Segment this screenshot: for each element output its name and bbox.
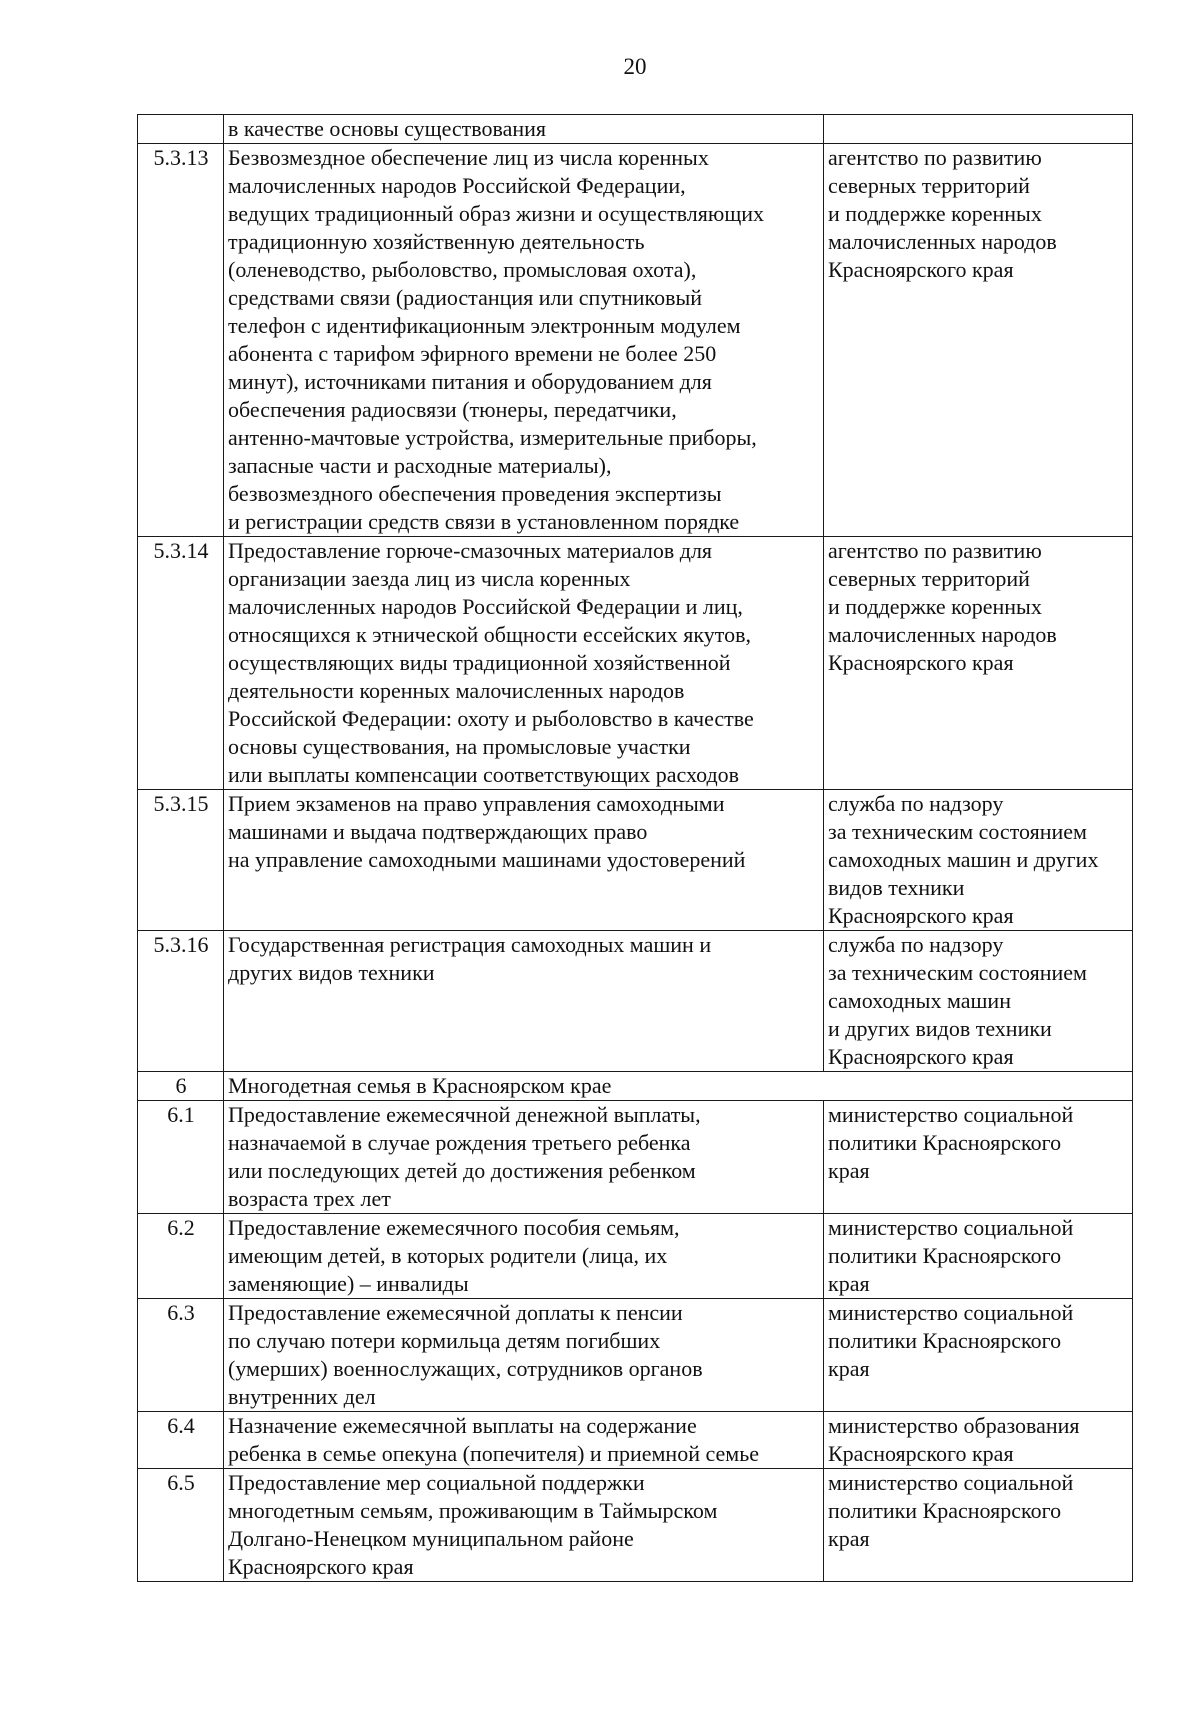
- row-number: 6.1: [138, 1101, 224, 1214]
- table-row: [138, 144, 1133, 537]
- responsible-agency: служба по надзору за техническим состоянием самоходных машин и других видов техники Красноярского края: [824, 790, 1133, 931]
- section-title: Многодетная семья в Красноярском крае: [224, 1072, 1133, 1101]
- table-row: [138, 115, 1133, 144]
- responsible-agency: министерство социальной политики Красноярского края: [824, 1214, 1133, 1299]
- service-description: Предоставление ежемесячного пособия семьям, имеющим детей, в которых родители (лица, их заменяющие) – инвалиды: [224, 1214, 824, 1299]
- service-description: в качестве основы существования: [224, 115, 824, 144]
- service-description: Государственная регистрация самоходных машин и других видов техники: [224, 931, 824, 1072]
- table-row: [138, 931, 1133, 1072]
- row-number: 6.5: [138, 1469, 224, 1582]
- row-number: [138, 115, 224, 144]
- service-description: Безвозмездное обеспечение лиц из числа коренных малочисленных народов Российской Федерации, ведущих традиционный образ жизни и осуществляющих традиционную хозяйственную деятельность (оленеводство, рыболовство, промысловая охота), средствами связи (радиостанция или спутниковый телефон с идентификационным электронным модулем абонента с тарифом эфирного времени не более 250 минут), источниками питания и оборудованием для обеспечения радиосвязи (тюнеры, передатчики, антенно-мачтовые устройства, измерительные приборы, запасные части и расходные материалы), безвозмездного обеспечения проведения экспертизы и регистрации средств связи в установленном порядке: [224, 144, 824, 537]
- page-number: 20: [623, 54, 647, 79]
- row-number: 5.3.14: [138, 537, 224, 790]
- table-row: [138, 790, 1133, 931]
- table-row: [138, 1214, 1133, 1299]
- row-number: 5.3.13: [138, 144, 224, 537]
- section-number: 6: [138, 1072, 224, 1101]
- responsible-agency: агентство по развитию северных территорий и поддержке коренных малочисленных народов Красноярского края: [824, 144, 1133, 537]
- table-row: [138, 1412, 1133, 1469]
- service-description: Назначение ежемесячной выплаты на содержание ребенка в семье опекуна (попечителя) и приемной семье: [224, 1412, 824, 1469]
- row-number: 5.3.16: [138, 931, 224, 1072]
- service-description: Предоставление мер социальной поддержки многодетным семьям, проживающим в Таймырском Долгано-Ненецком муниципальном районе Красноярского края: [224, 1469, 824, 1582]
- row-number: 6.3: [138, 1299, 224, 1412]
- responsible-agency: министерство социальной политики Красноярского края: [824, 1299, 1133, 1412]
- services-table: [137, 114, 1133, 1582]
- responsible-agency: министерство социальной политики Красноярского края: [824, 1101, 1133, 1214]
- section-heading-row: [138, 1072, 1133, 1101]
- row-number: 6.2: [138, 1214, 224, 1299]
- row-number: 6.4: [138, 1412, 224, 1469]
- service-description: Предоставление ежемесячной доплаты к пенсии по случаю потери кормильца детям погибших (умерших) военнослужащих, сотрудников органов внутренних дел: [224, 1299, 824, 1412]
- table-row: [138, 1101, 1133, 1214]
- service-description: Прием экзаменов на право управления самоходными машинами и выдача подтверждающих право на управление самоходными машинами удостоверений: [224, 790, 824, 931]
- table-row: [138, 1299, 1133, 1412]
- service-description: Предоставление горюче-смазочных материалов для организации заезда лиц из числа коренных малочисленных народов Российской Федерации и лиц, относящихся к этнической общности ессейских якутов, осуществляющих виды традиционной хозяйственной деятельности коренных малочисленных народов Российской Федерации: охоту и рыболовство в качестве основы существования, на промысловые участки или выплаты компенсации соответствующих расходов: [224, 537, 824, 790]
- table-row: [138, 1469, 1133, 1582]
- responsible-agency: [824, 115, 1133, 144]
- responsible-agency: агентство по развитию северных территорий и поддержке коренных малочисленных народов Красноярского края: [824, 537, 1133, 790]
- responsible-agency: министерство образования Красноярского края: [824, 1412, 1133, 1469]
- row-number: 5.3.15: [138, 790, 224, 931]
- responsible-agency: министерство социальной политики Красноярского края: [824, 1469, 1133, 1582]
- table-row: [138, 537, 1133, 790]
- responsible-agency: служба по надзору за техническим состоянием самоходных машин и других видов техники Красноярского края: [824, 931, 1133, 1072]
- service-description: Предоставление ежемесячной денежной выплаты, назначаемой в случае рождения третьего ребенка или последующих детей до достижения ребенком возраста трех лет: [224, 1101, 824, 1214]
